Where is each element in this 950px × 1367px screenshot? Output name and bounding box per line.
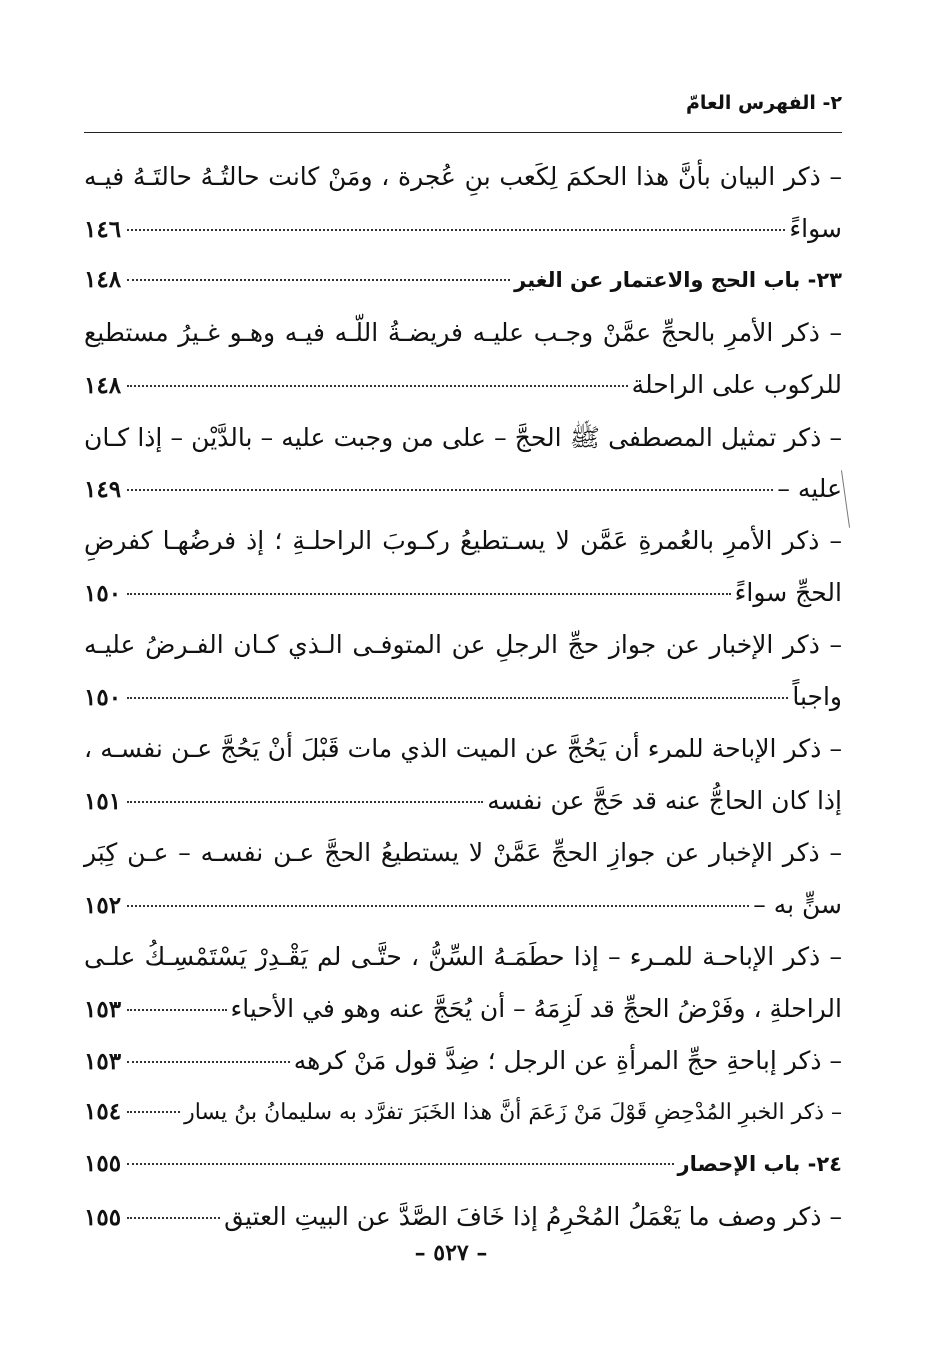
entry-text: – ذكر البيان بأنَّ هذا الحكمَ لِكَعب بنِ عُجرة ، ومَنْ كانت حالتُـهُ حالتَـهُ فيـه: [84, 162, 842, 191]
leader-dots: [127, 1009, 226, 1011]
leader-dots: [127, 385, 628, 387]
leader-dots: [127, 593, 731, 595]
chapter-title: ٢٣- باب الحج والاعتمار عن الغير: [514, 268, 842, 292]
entry-text: – ذكر الأمرِ بالعُمرةِ عَمَّن لا يسـتطيعُ ركـوبَ الراحلـةِ ؛ إذ فرضُهـا كفرضِ: [84, 526, 842, 555]
page-ref: ١٤٨: [84, 372, 122, 399]
entry-text: – ذكر إباحةِ حجِّ المرأةِ عن الرجل ؛ ضِدَّ قول مَنْ كرهه: [293, 1046, 842, 1075]
page-ref: ١٥٥: [84, 1204, 122, 1231]
entry-text: واجباً: [792, 682, 842, 711]
entry-text: – ذكر الخبرِ المُدْحِضِ قَوْلَ مَنْ زَعَمَ أنَّ هذا الخَبَرَ تفرَّد به سليمانُ بنُ يسار: [184, 1100, 842, 1125]
entry-text: الراحلةِ ، وفَرْضُ الحجِّ قد لَزِمَهُ – أن يُحَجَّ عنه وهو في الأحياء: [230, 994, 842, 1023]
index-line: [84, 422, 842, 474]
index-entries: [84, 162, 842, 1254]
chapter-title: ٢٤- باب الإحصار: [677, 1152, 842, 1176]
leader-dots: [127, 1163, 673, 1165]
chapter-line: [84, 1150, 842, 1202]
margin-mark: [841, 470, 850, 528]
entry-text: – ذكر الإباحة للمرء أن يَحُجَّ عن الميت الذي مات قَبْلَ أنْ يَحُجَّ عـن نفسـه ،: [84, 734, 842, 763]
page-ref: ١٥٥: [84, 1150, 122, 1177]
leader-dots: [127, 229, 785, 231]
entry-text: إذا كان الحاجُّ عنه قد حَجَّ عن نفسه: [487, 786, 842, 815]
entry-text: عليه –: [777, 474, 842, 503]
index-line: [84, 474, 842, 526]
section-title: ٢- الفهرس العامّ: [685, 92, 842, 114]
entry-text: الحجِّ سواءً: [734, 578, 842, 607]
page-ref: ١٥٤: [84, 1098, 122, 1125]
page-ref: ١٥٠: [84, 684, 122, 711]
page-ref: ١٥١: [84, 788, 122, 815]
page-ref: ١٤٩: [84, 476, 122, 503]
entry-text: – ذكر وصف ما يَعْمَلُ المُحْرِمُ إذا خَافَ الصَّدَّ عن البيتِ العتيق: [224, 1202, 842, 1231]
index-line: [84, 630, 842, 682]
index-line: [84, 890, 842, 942]
index-line: [84, 942, 842, 994]
entry-text: – ذكر الإخبار عن جوازِ الحجِّ عَمَّنْ لا يستطيعُ الحجَّ عـن نفسـه – عـن كِبَر: [84, 838, 842, 867]
page-ref: ١٥٣: [84, 1048, 122, 1075]
page-ref: ١٥٠: [84, 580, 122, 607]
index-line: [84, 1098, 842, 1150]
index-line: [84, 526, 842, 578]
index-line: [84, 318, 842, 370]
leader-dots: [127, 697, 788, 699]
index-line: [84, 214, 842, 266]
index-line: [84, 994, 842, 1046]
index-line: [84, 838, 842, 890]
index-line: [84, 578, 842, 630]
leader-dots: [127, 1111, 180, 1113]
index-line: [84, 370, 842, 422]
entry-text: – ذكر الإباحـة للمـرء – إذا حطَمَـهُ السِّنُّ ، حتَّـى لم يَقْـدِرْ يَسْتَمْسِـكُ علـى: [84, 942, 842, 971]
chapter-line: [84, 266, 842, 318]
leader-dots: [127, 1061, 290, 1063]
index-line: [84, 786, 842, 838]
index-line: [84, 162, 842, 214]
index-line: [84, 734, 842, 786]
page-ref: ١٤٦: [84, 216, 122, 243]
leader-dots: [127, 279, 510, 281]
index-line: [84, 682, 842, 734]
entry-text: – ذكر الإخبار عن جواز حجِّ الرجلِ عن المتوفـى الـذي كـان الفـرضُ عليـه: [84, 630, 842, 659]
index-line: [84, 1046, 842, 1098]
page-ref: ١٤٨: [84, 266, 122, 293]
entry-text: للركوب على الراحلة: [631, 370, 842, 399]
header-rule: [84, 132, 842, 133]
leader-dots: [127, 801, 483, 803]
leader-dots: [127, 905, 749, 907]
document-page: [84, 0, 842, 1367]
leader-dots: [127, 489, 773, 491]
entry-text: سنٍّ به –: [753, 890, 842, 919]
entry-text: – ذكر تمثيل المصطفى ﷺ الحجَّ – على من وجبت عليه – بالدَّيْن – إذا كـان: [84, 423, 842, 452]
page-ref: ١٥٢: [84, 892, 122, 919]
page-header: [84, 92, 842, 126]
page-ref: ١٥٣: [84, 996, 122, 1023]
leader-dots: [127, 1217, 220, 1219]
page-number: – ٥٢٧ –: [414, 1240, 488, 1266]
entry-text: سواءً: [789, 214, 842, 243]
entry-text: – ذكر الأمرِ بالحجِّ عمَّنْ وجـب عليـه فريضـةُ اللّـه فيـه وهـو غـيرُ مستطيع: [84, 318, 842, 347]
